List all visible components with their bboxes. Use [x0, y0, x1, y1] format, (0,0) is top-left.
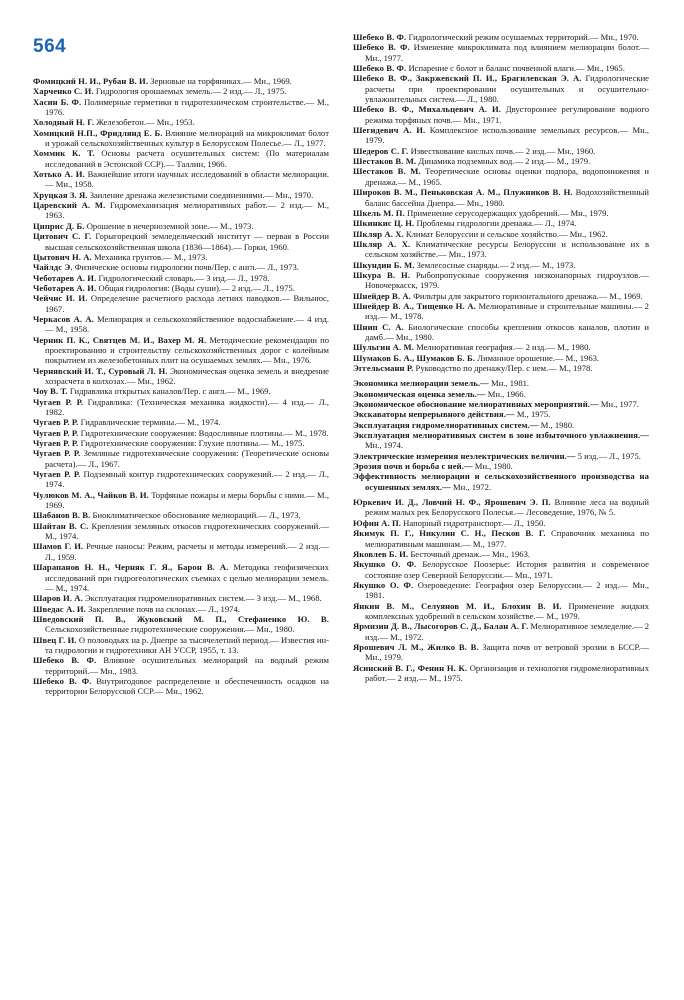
entry-author: Эффективность мелиорации и сельскохозяйственного производства на осушенных землях.—: [353, 471, 649, 492]
entry-text: Речные наносы: Режим, расчеты и методы измерений.— 2 изд.— Л., 1959.: [45, 541, 330, 562]
bibliography-entry: [353, 409, 649, 419]
entry-author: Экономическое обоснование мелиоративных мероприятий.—: [353, 399, 599, 410]
bibliography-entry: [353, 497, 649, 518]
entry-author: Шкляр А. Х.: [353, 238, 411, 249]
entry-author: Шкель М. П.: [353, 207, 405, 218]
bibliography-entry: [353, 218, 649, 228]
entry-author: Хоммик К. Т.: [33, 148, 95, 159]
entry-text: Мелиоративная география.— 2 изд.— М., 1980.: [416, 342, 591, 353]
entry-author: Юфин А. П.: [353, 517, 402, 528]
bibliography-entry: [33, 448, 329, 469]
bibliography-entry: [353, 146, 649, 156]
entry-author: Харченко С. И.: [33, 86, 94, 97]
entry-text: Мелиоративные и строительные машины.— 2 изд.— М., 1978.: [365, 300, 649, 322]
entry-text: Белорусское Поозерье: История развития и современное состояние озер Северной Белоруссии.— Мн., 1971.: [365, 559, 649, 580]
bibliography-entry: [33, 190, 329, 200]
bibliography-entry: [353, 389, 649, 399]
entry-author: Экономика мелиорации земель.—: [353, 378, 489, 389]
entry-text: Общая гидрология: (Воды суши).— 2 изд.— Л., 1975.: [98, 282, 295, 293]
bibliography-entry: [353, 353, 649, 363]
entry-text: Мн., 1981.: [491, 378, 530, 389]
entry-author: Экскаваторы непрерывного действия.—: [353, 409, 515, 420]
bibliography-entry: [33, 200, 329, 221]
bibliography-entry: [33, 510, 329, 520]
entry-author: Ясинский В. Г., Фенин Н. К.: [353, 662, 468, 673]
entry-author: Шебеко В. Ф., Закржевский П. И., Брагилевская Э. А.: [353, 73, 582, 84]
entry-author: Шумаков Б. А., Шумаков Б. Б.: [353, 352, 476, 363]
bibliography-entry: [353, 580, 649, 601]
entry-author: Юркевич И. Д., Ловчий Н. Ф., Ярошевич Э. П.: [353, 497, 551, 508]
entry-text: Гидравлика: (Техническая механика жидкости).— 4 изд.— Л., 1982.: [45, 396, 329, 417]
bibliography-entry: [353, 125, 649, 146]
bibliography-entry: [353, 471, 649, 492]
entry-text: Зерновые на торфяниках.— Мн., 1969.: [150, 76, 292, 86]
entry-author: Шебеко В. Ф.: [353, 32, 407, 42]
entry-text: Важнейшие итоги научных исследований в области мелиорации.— Мн., 1958.: [45, 169, 329, 190]
bibliography-entry: [33, 655, 329, 676]
bibliography-entry: [353, 642, 649, 663]
entry-text: Биологические способы крепления откосов каналов, плотин и дамб.— Мн., 1980.: [365, 321, 649, 342]
entry-author: Чеботарев А. И.: [33, 282, 97, 293]
entry-author: Шебеко В. Ф., Михальцевич А. И.: [353, 104, 502, 115]
bibliography-entry: [353, 260, 649, 270]
bibliography-entry: [353, 528, 649, 549]
entry-text: Сельскохозяйственные гидротехнические сооружения.— Мн., 1980.: [45, 624, 295, 635]
entry-author: Чугаев Р. Р.: [33, 417, 79, 428]
bibliography-entry: [353, 156, 649, 166]
entry-author: Чугаев Р. Р.: [33, 438, 79, 449]
bibliography-entry: [353, 549, 649, 559]
bibliography-entry: [33, 417, 329, 427]
bibliography-entry: [33, 438, 329, 448]
entry-text: Влияние осушительных мелиораций на водный режим территорий.— Мн., 1983.: [45, 655, 329, 676]
entry-author: Широков В. М., Пеньковская А. М., Плужников В. Н.: [353, 187, 573, 198]
bibliography-entry: [353, 378, 649, 388]
entry-author: Чугаев Р. Р.: [33, 469, 81, 480]
entry-text: Методика геофизических исследований при гидрогеологических съемках с целью мелиорации земель.— М., 1974.: [45, 562, 329, 593]
entry-text: Горыгорецкий земледельческий институт — первая в России высшая сельскохозяйственная школа (1836—1864).— Горки, 1960.: [45, 231, 329, 252]
entry-text: Мн., 1972.: [453, 481, 492, 492]
bibliography-entry: [353, 208, 649, 218]
bibliography-entry: [353, 239, 649, 260]
entry-text: Мн., 1966.: [487, 388, 526, 399]
entry-text: Мн., 1974.: [365, 440, 404, 451]
entry-author: Янкин В. М., Селуянов М. И., Блохин В. И.: [353, 600, 562, 611]
entry-author: Хомицкий Н.П., Фридлянд Е. Б.: [33, 127, 163, 138]
entry-author: Чугаев Р. Р.: [33, 448, 81, 459]
entry-author: Ярошевич Л. М., Жилко В. В.: [353, 641, 479, 652]
bibliography-entry: [353, 301, 649, 322]
entry-text: Водохозяйственный баланс бассейна Днепра.— Мн., 1980.: [365, 187, 649, 208]
bibliography-entry: [353, 420, 649, 430]
entry-author: Экономическая оценка земель.—: [353, 388, 486, 399]
bibliography-entry: [353, 42, 649, 63]
entry-text: Заиление дренажа железистыми соединениями.— Мн., 1970.: [89, 189, 314, 200]
entry-author: Хасин Б. Ф.: [33, 96, 82, 107]
bibliography-entry: [33, 469, 329, 490]
bibliography-entry: [33, 676, 329, 697]
bibliography-entry: [33, 562, 329, 593]
bibliography-entry: [33, 221, 329, 231]
entry-text: Климатические ресурсы Белоруссии и использование их в сельском хозяйстве.— Мн., 1973.: [365, 238, 649, 260]
entry-author: Электрические измерения неэлектрических величин.—: [353, 450, 576, 461]
entry-author: Цытович Н. А.: [33, 251, 92, 262]
entry-text: Определение расчетного расхода летних паводков.— Вильнюс, 1967.: [45, 293, 329, 314]
entry-author: Швец Г. И.: [33, 634, 77, 645]
entry-author: Шедеров С. Г.: [353, 145, 409, 156]
entry-text: Проблемы гидрологии дренажа.— Л., 1974.: [416, 218, 577, 229]
entry-text: Подземный контур гидротехнических сооружений.— 2 изд.— Л., 1974.: [45, 469, 330, 490]
entry-author: Чейчис И. И.: [33, 293, 88, 304]
entry-text: Мелиоративное земледелие.— 2 изд.— М., 1972.: [365, 621, 649, 642]
bibliography-entry: [33, 273, 329, 283]
entry-author: Шестаков В. М.: [353, 156, 417, 167]
entry-text: Фильтры для закрытого горизонтального дренажа.— М., 1969.: [413, 290, 643, 301]
entry-text: М., 1975.: [516, 409, 551, 420]
bibliography-entry: [33, 76, 329, 86]
bibliography-entry: [33, 541, 329, 562]
entry-author: Якушко О. Ф.: [353, 579, 414, 590]
bibliography-entry: [33, 262, 329, 272]
bibliography-entry: [33, 614, 329, 635]
entry-author: Шкинкис Ц. Н.: [353, 218, 415, 229]
bibliography-entry: [353, 104, 649, 125]
entry-author: Шебеко В. Ф.: [353, 42, 410, 53]
entry-text: Торфяные пожары и меры борьбы с ними.— М., 1969.: [45, 489, 329, 511]
entry-text: Справочник механика по мелиоративным машинам.— М., 1977.: [365, 528, 649, 549]
entry-text: Испарение с болот и баланс почвенной влаги.— Мн., 1965.: [408, 63, 625, 74]
entry-author: Якимук П. Г., Никулин С. Н., Песков В. Г.: [353, 528, 546, 539]
entry-author: Шегидевич А. И.: [353, 125, 426, 136]
bibliography-entry: [33, 490, 329, 511]
bibliography-entry: [33, 335, 329, 366]
entry-author: Шебеко В. Ф.: [33, 655, 97, 666]
entry-author: Яковлев Б. И.: [353, 548, 409, 559]
bibliography-entry: [33, 386, 329, 396]
entry-text: Земляные гидротехнические сооружения: (Теоретические основы расчета).— Л., 1967.: [45, 448, 329, 469]
entry-author: Эксплуатация гидромелиоративных систем.—: [353, 419, 539, 430]
entry-text: Экономическая оценка земель и внедрение хозрасчета в колхозах.— Мн., 1962.: [45, 365, 329, 386]
bibliography-entry: [33, 169, 329, 190]
entry-text: Организация и технология гидромелиоративных работ.— 2 изд.— М., 1975.: [365, 662, 649, 683]
entry-author: Шведовский П. В., Жуковский М. П., Стефаненко Ю. В.: [33, 613, 329, 624]
entry-text: Комплексное использование земельных ресурсов.— Мн., 1979.: [365, 125, 649, 146]
entry-text: Гидравлические термины.— М., 1974.: [80, 417, 221, 428]
entry-author: Эггельсманн Р.: [353, 363, 414, 373]
bibliography-entry: [353, 73, 649, 104]
entry-text: Гидравлика открытых каналов/Пер. с англ.— М., 1969.: [69, 386, 271, 397]
entry-text: Методические рекомендации по проектированию и строительству сельскохозяйственных дорог с колейным покрытием из железобетонных плит на осушаемых землях.— Мн., 1976.: [45, 334, 329, 366]
bibliography-entry: [353, 32, 649, 42]
entry-text: Двустороннее регулирование водного режима торфяных почв.— Мн., 1971.: [365, 104, 649, 125]
entry-text: Руководство по дренажу/Пер. с нем.— М., 1978.: [415, 363, 593, 373]
bibliography-entry: [353, 399, 649, 409]
bibliography-entry: [33, 117, 329, 127]
entry-text: Защита почв от ветровой эрозии в БССР.— Мн., 1979.: [365, 641, 649, 663]
bibliography-entry: [353, 322, 649, 343]
entry-text: Основы расчета осушительных систем: (По материалам исследований в Эстонской ССР).— Таллин, 1966.: [45, 148, 329, 169]
entry-text: О половодьях на р. Днепре за тысячелетний период.— Известия ин-та гидрологии и гидротехники АН УССР, 1955, т. 13.: [45, 634, 329, 655]
bibliography-entry: [353, 291, 649, 301]
bibliography-entry: [33, 428, 329, 438]
entry-author: Шкляр А. Х.: [353, 228, 404, 239]
entry-author: Чеботарев А. И.: [33, 272, 97, 283]
entry-text: Гидротехнические сооружения: Водосливные плотины.— М., 1978.: [80, 427, 329, 438]
bibliography-entry: [353, 518, 649, 528]
entry-author: Шабанов В. В.: [33, 510, 91, 521]
bibliography-left-column: [33, 0, 329, 697]
bibliography-entry: [353, 451, 649, 461]
entry-author: Хруцкая З. Я.: [33, 189, 88, 200]
entry-author: Шнип С. А.: [353, 321, 404, 332]
entry-text: Железобетон.— Мн., 1953.: [96, 117, 195, 128]
bibliography-entry: [33, 148, 329, 169]
bibliography-entry: [33, 521, 329, 542]
entry-author: Шнейдер В. А., Тищенко Н. А.: [353, 300, 476, 311]
entry-author: Шамов Г. И.: [33, 541, 84, 552]
entry-author: Чугаев Р. Р.: [33, 396, 84, 407]
entry-author: Черкасов А. А.: [33, 313, 94, 324]
entry-text: Механика грунтов.— М., 1973.: [93, 251, 208, 262]
entry-author: Чугаев Р. Р.: [33, 427, 79, 438]
entry-text: Изменение микроклимата под влиянием мелиорации болот.— Мн., 1977.: [365, 42, 649, 63]
bibliography-entry: [353, 63, 649, 73]
entry-text: Применение жидких комплексных удобрений в сельском хозяйстве.— М., 1979.: [365, 600, 649, 621]
bibliography-entry: [33, 231, 329, 252]
entry-author: Черник П. К., Святцев М. И., Вахер М. Я.: [33, 334, 207, 345]
entry-text: Гидромеханизация мелиоративных работ.— 2 изд.— М., 1963.: [45, 200, 330, 221]
bibliography-entry: [33, 283, 329, 293]
entry-author: Шкура В. Н.: [353, 269, 411, 280]
entry-text: Известкование кислых почв.— 2 изд.— Мн., 1960.: [410, 145, 596, 156]
entry-author: Шаров И. А.: [33, 593, 83, 604]
bibliography-entry: [353, 270, 649, 291]
entry-text: Мелиорация и сельскохозяйственное водоснабжение.— 4 изд.— М., 1958.: [45, 313, 330, 335]
entry-text: Мн., 1980.: [474, 461, 513, 472]
entry-author: Шульгин А. М.: [353, 342, 414, 353]
entry-text: Лиманное орошение.— М., 1963.: [477, 352, 600, 363]
entry-text: Бесточный дренаж.— Мн., 1963.: [410, 548, 531, 559]
entry-text: Влияние мелиораций на микроклимат болот и урожай сельскохозяйственных культур в Белорусском Полесье.— Л., 1977.: [45, 127, 329, 149]
bibliography-entry: [33, 314, 329, 335]
entry-author: Шведас А. И.: [33, 603, 86, 614]
entry-text: Динамика подземных вод.— 2 изд.— М., 1979.: [418, 156, 591, 167]
entry-author: Ярмизин Д. В., Лысогоров С. Д., Балан А. Г.: [353, 621, 529, 632]
entry-text: Внутригодовое распределение и обеспеченность осадков на территории Белорусской ССР.— Мн., 1962.: [45, 675, 329, 697]
entry-author: Шебеко В. Ф.: [353, 63, 407, 74]
entry-text: Напорный гидротранспорт.— Л., 1950.: [403, 517, 546, 528]
entry-text: Климат Белоруссии и сельское хозяйство.— Мн., 1962.: [405, 228, 608, 239]
entry-text: Мн., 1977.: [600, 399, 639, 410]
entry-author: Шнейдер В. А.: [353, 290, 411, 301]
entry-text: Полимерные герметики в гидротехническом строительстве.— М., 1976.: [45, 96, 329, 118]
bibliography-entry: [353, 430, 649, 451]
bibliography-entry: [33, 366, 329, 387]
entry-author: Фомицкий Н. И., Рубан В. И.: [33, 76, 149, 86]
entry-text: Крепления земляных откосов гидротехнических сооружений.— М., 1974.: [45, 520, 329, 542]
entry-text: Рыбопропускные сооружения низконапорных гидроузлов.— Новочеркасск, 1979.: [365, 269, 649, 291]
entry-author: Шайтан В. С.: [33, 520, 89, 531]
entry-text: Закрепление почв на склонах.— Л., 1974.: [88, 603, 240, 614]
bibliography-entry: [353, 601, 649, 622]
entry-text: Орошение в нечерноземной зоне.— М., 1973.: [86, 220, 254, 231]
entry-author: Царевский А. М.: [33, 200, 106, 211]
bibliography-entry: [353, 559, 649, 580]
entry-author: Холодный Н. Г.: [33, 117, 95, 128]
bibliography-entry: [33, 128, 329, 149]
bibliography-entry: [353, 166, 649, 187]
bibliography-entry: [33, 97, 329, 118]
entry-text: Физические основы гидрологии почв/Пер. с англ.— Л., 1973.: [74, 262, 299, 273]
entry-text: Гидрологические расчеты при проектировании осушительных и осушительно-увлажнительных систем.— Л., 1980.: [365, 73, 649, 105]
entry-author: Хотько А. И.: [33, 169, 85, 180]
entry-author: Якушко О. Ф.: [353, 559, 417, 570]
entry-text: Гидрологический словарь.— 3 изд.— Л., 1978.: [98, 272, 270, 283]
entry-text: Озероведение: География озер Белоруссии.— 2 изд.— Мн., 1981.: [365, 579, 649, 601]
bibliography-entry: [33, 252, 329, 262]
entry-author: Чернявский И. Т., Суровый Л. Н.: [33, 365, 168, 376]
entry-author: Чайлдс Э.: [33, 262, 73, 273]
entry-author: Эрозия почв и борьба с ней.—: [353, 461, 473, 472]
bibliography-entry: [33, 635, 329, 656]
bibliography-entry: [33, 397, 329, 418]
entry-text: 5 изд.— Л., 1975.: [577, 450, 641, 461]
entry-text: М., 1980.: [540, 419, 575, 430]
bibliography-entry: [353, 621, 649, 642]
entry-text: Биоклиматическое обоснование мелиораций.— Л., 1973.: [92, 510, 301, 521]
bibliography-entry: [353, 363, 649, 373]
bibliography-entry: [33, 293, 329, 314]
entry-author: Циприс Д. Б.: [33, 220, 85, 231]
bibliography-right-column: [353, 0, 649, 683]
bibliography-entry: [353, 461, 649, 471]
entry-author: Цитович С. Г.: [33, 231, 92, 242]
entry-text: Эксплуатация гидромелиоративных систем.— 3 изд.— М., 1968.: [84, 593, 322, 604]
entry-text: Землесосные снаряды.— 2 изд.— М., 1973.: [416, 259, 576, 270]
bibliography-entry: [353, 342, 649, 352]
entry-author: Чулюков М. А., Чайков В. И.: [33, 489, 149, 500]
entry-author: Шарапанов Н. Н., Черняк Г. Я., Барон В. А.: [33, 562, 229, 573]
entry-author: Эксплуатация мелиоративных систем в зоне избыточного увлажнения.—: [353, 430, 649, 441]
bibliography-entry: [33, 604, 329, 614]
entry-text: Гидротехнические сооружения: Глухие плотины.— М., 1975.: [80, 438, 305, 449]
bibliography-entry: [33, 593, 329, 603]
bibliography-entry: [33, 86, 329, 96]
entry-text: Гидрология орошаемых земель.— 2 изд.— Л., 1975.: [95, 86, 287, 97]
entry-text: Влияние леса на водный режим малых рек Белорусского Полесья.— Лесоведение, 1976, № 5.: [365, 497, 649, 518]
bibliography-entry: [353, 229, 649, 239]
entry-author: Шкундин Б. М.: [353, 259, 415, 270]
entry-text: Гидрологический режим осушаемых территорий.— Мн., 1970.: [408, 32, 639, 42]
entry-text: Теоретические основы оценки подпора, водопонижения и дренажа.— М., 1965.: [365, 166, 649, 187]
entry-author: Чоу В. Т.: [33, 386, 68, 397]
page-number: 564: [33, 36, 67, 57]
bibliography-entry: [353, 187, 649, 208]
entry-author: Шестаков В. М.: [353, 166, 421, 177]
entry-text: Применение серусодержащих удобрений.— Мн., 1979.: [407, 207, 609, 218]
entry-author: Шебеко В. Ф.: [33, 675, 92, 686]
bibliography-entry: [353, 663, 649, 684]
